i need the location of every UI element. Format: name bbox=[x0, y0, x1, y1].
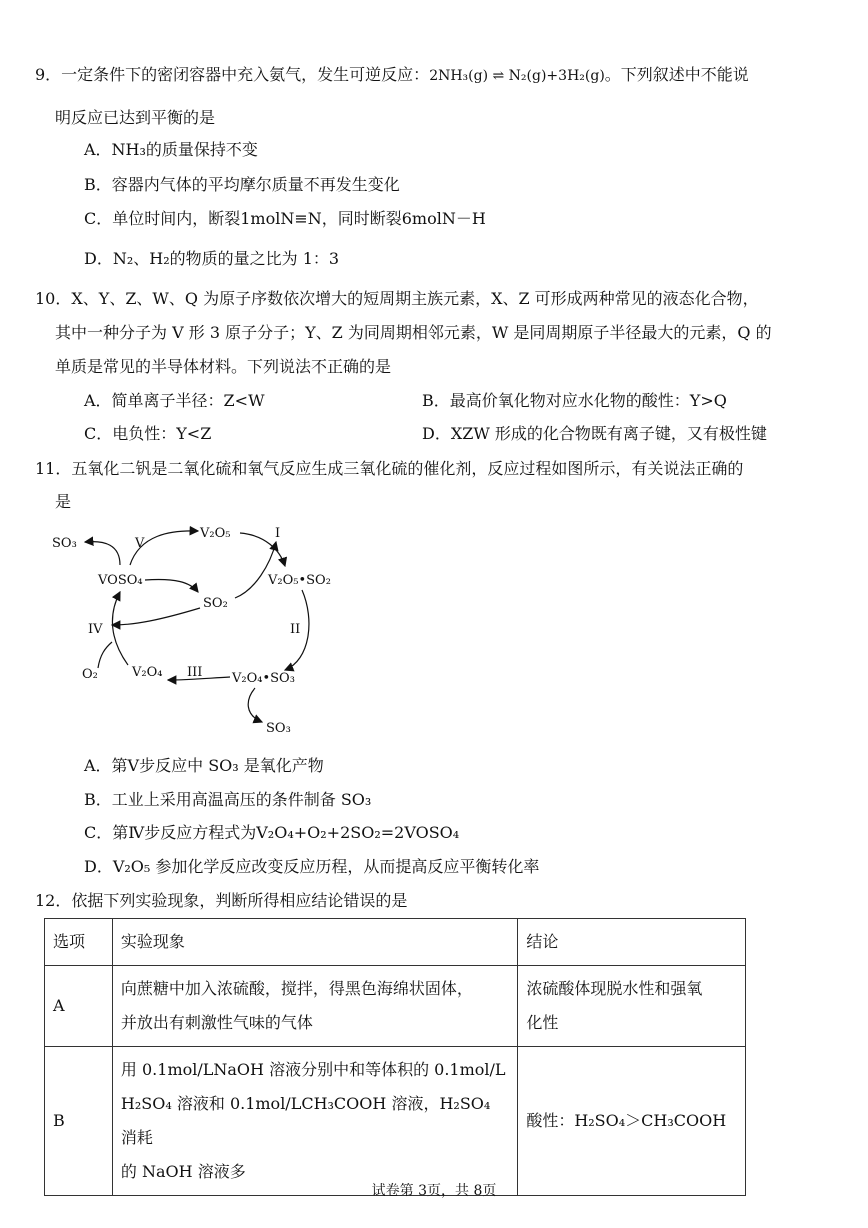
q10-option-c: C．电负性：Y<Z bbox=[84, 424, 212, 443]
row-a-conclusion-line1: 浓硫酸体现脱水性和强氧 bbox=[526, 979, 703, 998]
row-a-conclusion-line2: 化性 bbox=[526, 1013, 559, 1032]
arrow-voso4-to-so2 bbox=[145, 580, 198, 593]
label-step-ii: II bbox=[290, 622, 301, 637]
row-a-option: A bbox=[45, 966, 113, 1047]
row-b-option: B bbox=[45, 1047, 113, 1196]
q12-stem: 12．依据下列实验现象，判断所得相应结论错误的是 bbox=[35, 891, 408, 910]
table-row bbox=[45, 1047, 746, 1196]
label-v2o4so3: V₂O₄•SO₃ bbox=[232, 671, 295, 686]
q10-stem-line2: 其中一种分子为 V 形 3 原子分子；Y、Z 为同周期相邻元素，W 是同周期原子半径最大的元素，Q 的 bbox=[55, 323, 772, 342]
q10-option-a: A．简单离子半径：Z<W bbox=[84, 391, 265, 410]
row-b-phenomenon-line1: 用 0.1mol/LNaOH 溶液分别中和等体积的 0.1mol/L bbox=[120, 1060, 506, 1079]
catalytic-cycle-diagram bbox=[40, 520, 360, 745]
q11-option-a: A．第Ⅴ步反应中 SO₃ 是氧化产物 bbox=[84, 756, 324, 775]
q10-stem-line3: 单质是常见的半导体材料。下列说法不正确的是 bbox=[55, 357, 392, 376]
label-so3-top: SO₃ bbox=[52, 536, 77, 551]
row-b-phenomenon bbox=[112, 1047, 517, 1196]
label-step-iv: IV bbox=[88, 622, 103, 637]
experiment-table bbox=[44, 918, 746, 1196]
q9-stem-line2: 明反应已达到平衡的是 bbox=[55, 108, 216, 127]
arrow-v2o4so3-to-so3 bbox=[248, 688, 262, 722]
arrow-voso4-to-so3 bbox=[85, 542, 120, 565]
q9-stem-post: 。下列叙述中不能说 bbox=[604, 65, 749, 84]
row-a-phenomenon-line1: 向蔗糖中加入浓硫酸，搅拌，得黑色海绵状固体， bbox=[120, 979, 473, 998]
label-v2o5so2: V₂O₅•SO₂ bbox=[268, 573, 331, 588]
q9-option-b: B．容器内气体的平均摩尔质量不再发生变化 bbox=[84, 175, 400, 194]
q9-stem-line1 bbox=[35, 64, 749, 87]
q10-stem-line1: 10．X、Y、Z、W、Q 为原子序数依次增大的短周期主族元素，X、Z 可形成两种常见的液态化合物， bbox=[35, 289, 759, 308]
header-option: 选项 bbox=[45, 919, 113, 966]
q9-option-d: D．N₂、H₂的物质的量之比为 1：3 bbox=[84, 249, 340, 268]
arrow-o2-to-v2o4 bbox=[98, 642, 112, 668]
arrow-so2-to-v2o5so2 bbox=[235, 542, 276, 598]
label-v2o5: V₂O₅ bbox=[200, 526, 231, 541]
q11-stem-line1: 11．五氧化二钒是二氧化硫和氧气反应生成三氧化硫的催化剂，反应过程如图所示，有关说法正确的 bbox=[35, 459, 744, 478]
q9-option-c: C．单位时间内，断裂1molN≡N，同时断裂6molN－H bbox=[84, 209, 486, 228]
label-so2: SO₂ bbox=[203, 596, 228, 611]
row-a-phenomenon bbox=[112, 966, 517, 1047]
row-b-conclusion: 酸性：H₂SO₄＞CH₃COOH bbox=[518, 1047, 746, 1196]
row-b-phenomenon-line3: 的 NaOH 溶液多 bbox=[120, 1162, 246, 1181]
label-step-i: I bbox=[275, 526, 281, 541]
label-o2: O₂ bbox=[82, 667, 98, 682]
arrow-so2-to-iv bbox=[112, 608, 200, 625]
table-header-row bbox=[45, 919, 746, 966]
q11-stem-line2: 是 bbox=[55, 492, 72, 511]
label-so3-bottom: SO₃ bbox=[266, 721, 291, 736]
header-phenomenon: 实验现象 bbox=[112, 919, 517, 966]
q10-option-d: D．XZW 形成的化合物既有离子键，又有极性键 bbox=[422, 424, 767, 443]
row-a-conclusion bbox=[518, 966, 746, 1047]
q9-stem-pre: 9．一定条件下的密闭容器中充入氨气，发生可逆反应： bbox=[35, 65, 430, 84]
label-voso4: VOSO₄ bbox=[98, 573, 143, 588]
label-v2o4: V₂O₄ bbox=[132, 665, 163, 680]
row-b-phenomenon-line2: H₂SO₄ 溶液和 0.1mol/LCH₃COOH 溶液，H₂SO₄ 消耗 bbox=[120, 1094, 491, 1147]
row-a-phenomenon-line2: 并放出有刺激性气味的气体 bbox=[120, 1013, 313, 1032]
q10-option-b: B．最高价氧化物对应水化物的酸性：Y>Q bbox=[422, 391, 727, 410]
page-footer: 试卷第 3页，共 8页 bbox=[371, 1183, 497, 1199]
label-step-v: V bbox=[135, 536, 145, 551]
q11-option-c: C．第Ⅳ步反应方程式为V₂O₄+O₂+2SO₂=2VOSO₄ bbox=[84, 823, 460, 842]
q11-option-b: B．工业上采用高温高压的条件制备 SO₃ bbox=[84, 790, 372, 809]
q9-option-a: A．NH₃的质量保持不变 bbox=[84, 140, 258, 159]
q9-equation: 2NH₃(g) ⇌ N₂(g)+3H₂(g) bbox=[429, 68, 605, 84]
q11-option-d: D．V₂O₅ 参加化学反应改变反应历程，从而提高反应平衡转化率 bbox=[84, 857, 540, 876]
table-row bbox=[45, 966, 746, 1047]
header-conclusion: 结论 bbox=[518, 919, 746, 966]
arrow-v2o4-to-voso4 bbox=[112, 592, 128, 665]
label-step-iii: III bbox=[187, 665, 203, 680]
